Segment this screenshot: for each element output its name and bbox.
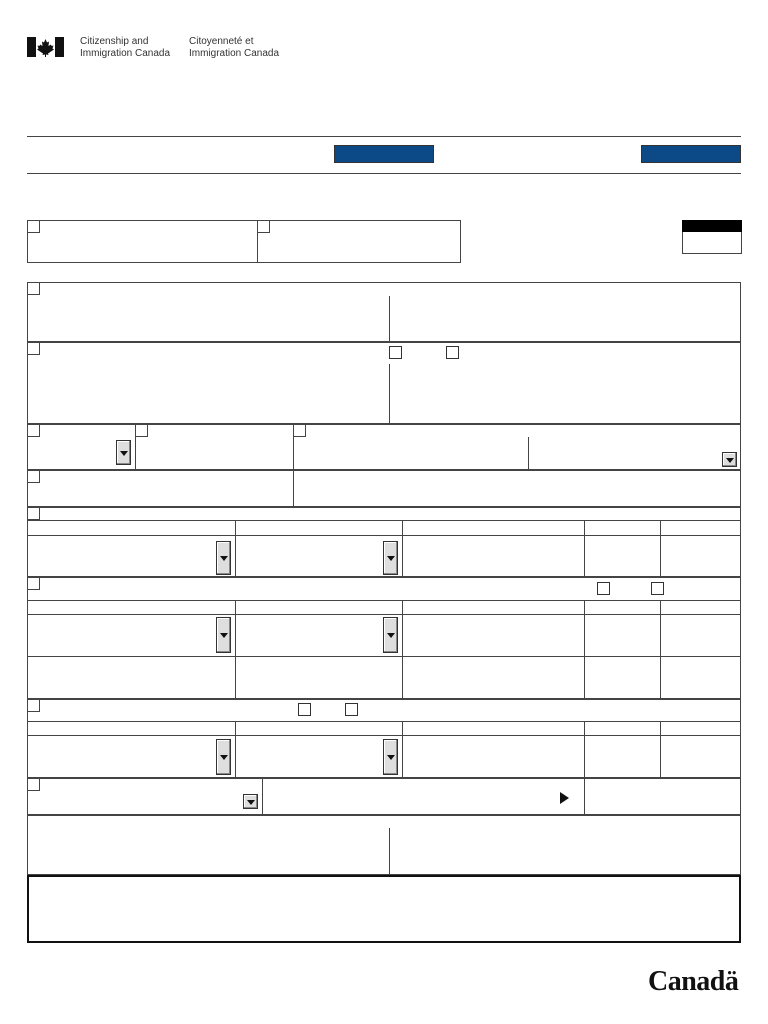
status-dropdown[interactable]: [383, 541, 398, 575]
column-divider: [584, 600, 585, 699]
column-divider: [660, 600, 661, 699]
section-name: [27, 282, 741, 342]
country-dropdown[interactable]: [722, 452, 737, 467]
triangle-right-icon: [560, 792, 569, 804]
yes-checkbox[interactable]: [345, 703, 358, 716]
title-rule-bottom: [27, 173, 741, 174]
table-rule: [27, 520, 741, 521]
yes-checkbox[interactable]: [651, 582, 664, 595]
office-use-box: [27, 220, 461, 263]
field-number-box: [28, 508, 40, 520]
field-number-box: [28, 343, 40, 355]
field-number-box: [28, 700, 40, 712]
section-other-names: [27, 342, 741, 424]
field-number-box: [28, 221, 40, 233]
field-number-box: [28, 471, 40, 483]
status-dropdown[interactable]: [383, 739, 398, 775]
sex-dropdown[interactable]: [116, 440, 131, 465]
canada-flag-icon: [27, 37, 64, 57]
country-dropdown[interactable]: [216, 617, 231, 653]
section-marital-status: [27, 778, 741, 815]
divider: [389, 828, 390, 875]
field-number-box: [136, 425, 148, 437]
table-rule: [27, 656, 741, 657]
country-dropdown[interactable]: [216, 541, 231, 575]
column-divider: [660, 721, 661, 778]
no-checkbox[interactable]: [597, 582, 610, 595]
country-dropdown[interactable]: [216, 739, 231, 775]
divider: [293, 470, 294, 507]
field-number-box: [294, 425, 306, 437]
no-checkbox[interactable]: [446, 346, 459, 359]
title-rule-top: [27, 136, 741, 137]
column-divider: [235, 520, 236, 577]
divider: [584, 778, 585, 815]
column-divider: [235, 600, 236, 699]
yes-checkbox[interactable]: [389, 346, 402, 359]
column-divider: [235, 721, 236, 778]
status-dropdown[interactable]: [383, 617, 398, 653]
no-checkbox[interactable]: [298, 703, 311, 716]
field-number-box: [28, 779, 40, 791]
language-bar-right: [641, 145, 741, 163]
canada-wordmark: Canadä: [648, 966, 739, 997]
table-rule: [27, 735, 741, 736]
column-divider: [402, 721, 403, 778]
department-name-fr: Citoyenneté et Immigration Canada: [189, 36, 280, 59]
table-rule: [27, 614, 741, 615]
column-divider: [584, 520, 585, 577]
notice-box: [27, 875, 741, 943]
divider: [528, 437, 529, 470]
column-divider: [402, 600, 403, 699]
table-rule: [27, 600, 741, 601]
department-name-en: Citizenship and Immigration Canada: [80, 36, 171, 59]
marital-status-dropdown[interactable]: [243, 794, 258, 809]
table-rule: [27, 721, 741, 722]
column-divider: [402, 520, 403, 577]
divider: [389, 364, 390, 424]
divider: [389, 296, 390, 342]
table-rule: [27, 535, 741, 536]
divider: [262, 778, 263, 815]
column-divider: [584, 721, 585, 778]
form-code-header: [682, 220, 742, 232]
section-citizenship: [27, 470, 741, 507]
field-number-box: [258, 221, 270, 233]
column-divider: [660, 520, 661, 577]
language-bar-left: [334, 145, 434, 163]
field-number-box: [28, 283, 40, 295]
field-number-box: [28, 425, 40, 437]
section-spouse-name: [27, 815, 741, 875]
field-number-box: [28, 578, 40, 590]
